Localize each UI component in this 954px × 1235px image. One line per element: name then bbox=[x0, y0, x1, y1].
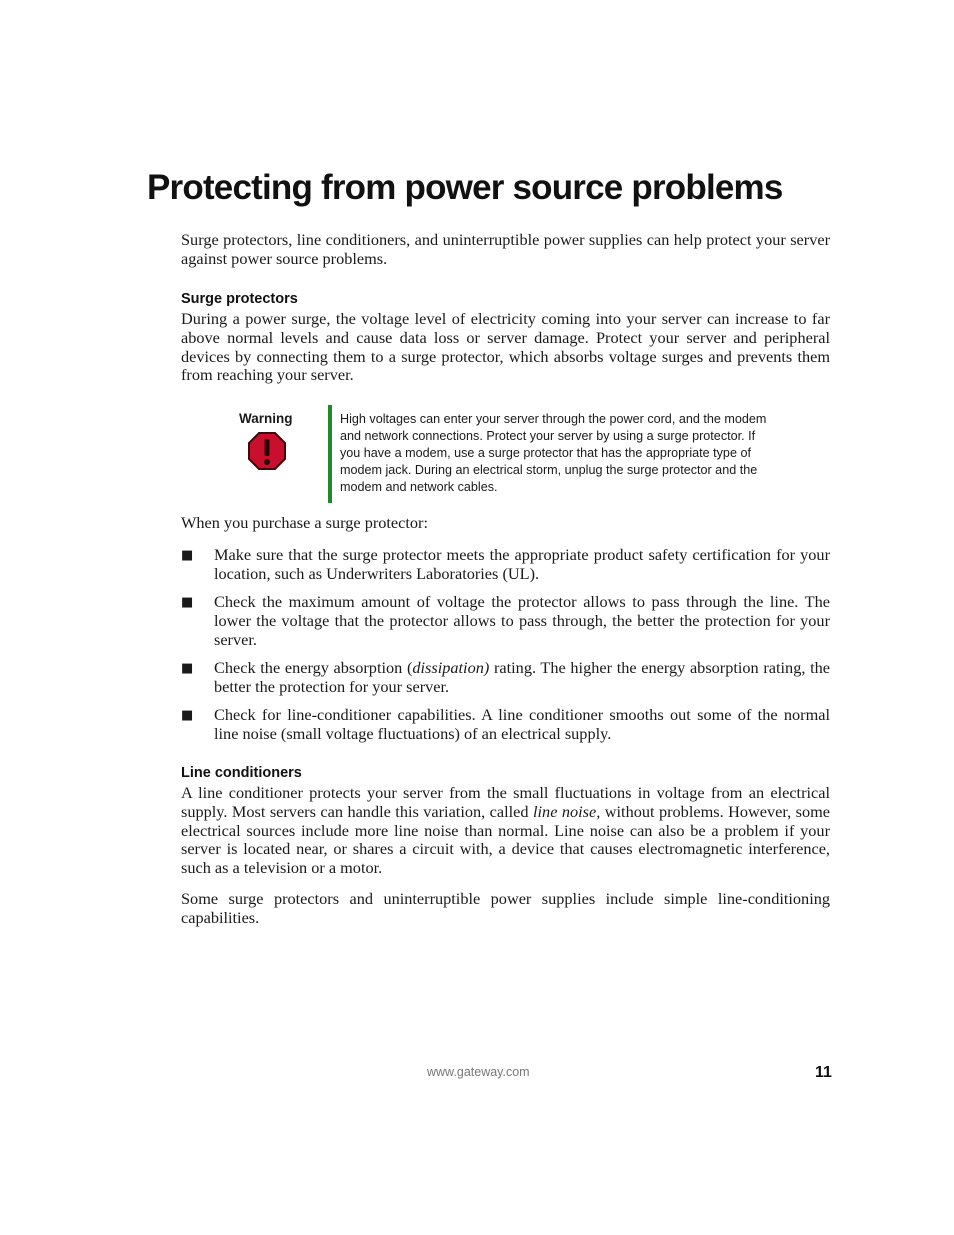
list-item bbox=[181, 659, 830, 697]
footer-url: www.gateway.com bbox=[427, 1065, 530, 1079]
list-item bbox=[181, 706, 830, 744]
line-conditioners-paragraph: A line conditioner protects your server from the small fluctuations in voltage from an electrical supply. Most servers can handle this variation, called line noise, without problems. However, some electrical sources include more line noise than normal. Line noise can also be a problem if your server is located near, or shares a circuit with, a device that causes electromagnetic interference, such as a television or a motor. bbox=[181, 783, 831, 878]
bullet-square-icon: ■ bbox=[181, 708, 194, 724]
page-title: Protecting from power source problems bbox=[147, 168, 783, 207]
surge-protectors-heading: Surge protectors bbox=[181, 291, 298, 307]
list-item bbox=[181, 546, 830, 584]
list-item bbox=[181, 593, 830, 649]
line-conditioning-note: Some surge protectors and uninterruptible power supplies include simple line-conditioning capabilities. bbox=[181, 889, 830, 927]
bullet-square-icon: ■ bbox=[181, 595, 194, 611]
warning-stop-icon bbox=[248, 432, 286, 470]
intro-paragraph: Surge protectors, line conditioners, and uninterruptible power supplies can help protect your server against power source problems. bbox=[181, 230, 830, 268]
list-item-text: Check the maximum amount of voltage the protector allows to pass through the line. The lower the voltage that the protector allows to pass through, the better the protection for your server. bbox=[214, 592, 830, 649]
list-item-text: Make sure that the surge protector meets the appropriate product safety certification for your location, such as Underwriters Laboratories (UL). bbox=[214, 545, 830, 583]
purchase-lead: When you purchase a surge protector: bbox=[181, 513, 428, 532]
list-item-text: Check for line-conditioner capabilities. A line conditioner smooths out some of the normal line noise (small voltage fluctuations) of an electrical supply. bbox=[214, 705, 830, 743]
bullet-square-icon: ■ bbox=[181, 660, 194, 676]
warning-text: High voltages can enter your server through the power cord, and the modem and network connections. Protect your server by using a surge protector. If you have a modem, use a surge protector that has the appropriate type of modem jack. During an electrical storm, unplug the surge protector and the modem and network cables. bbox=[340, 412, 767, 494]
bullet-square-icon: ■ bbox=[181, 548, 194, 563]
line-conditioners-heading: Line conditioners bbox=[181, 765, 302, 781]
purchase-checklist bbox=[181, 546, 830, 753]
warning-accent-bar bbox=[328, 405, 332, 503]
surge-protectors-paragraph: During a power surge, the voltage level of electricity coming into your server can increase to far above normal levels and cause data loss or server damage. Protect your server and peripheral devices by connecting them to a surge protector, which absorbs voltage surges and prevents them from reaching your server. bbox=[181, 309, 830, 385]
page-number: 11 bbox=[815, 1064, 832, 1081]
dissipation-term: dissipation) bbox=[412, 657, 490, 677]
warning-label: Warning bbox=[239, 411, 293, 426]
list-item-text: Check the energy absorption (dissipation) rating. The higher the energy absorption rating, the better the protection for your server. bbox=[214, 657, 830, 696]
line-noise-term: line noise, bbox=[533, 801, 601, 821]
